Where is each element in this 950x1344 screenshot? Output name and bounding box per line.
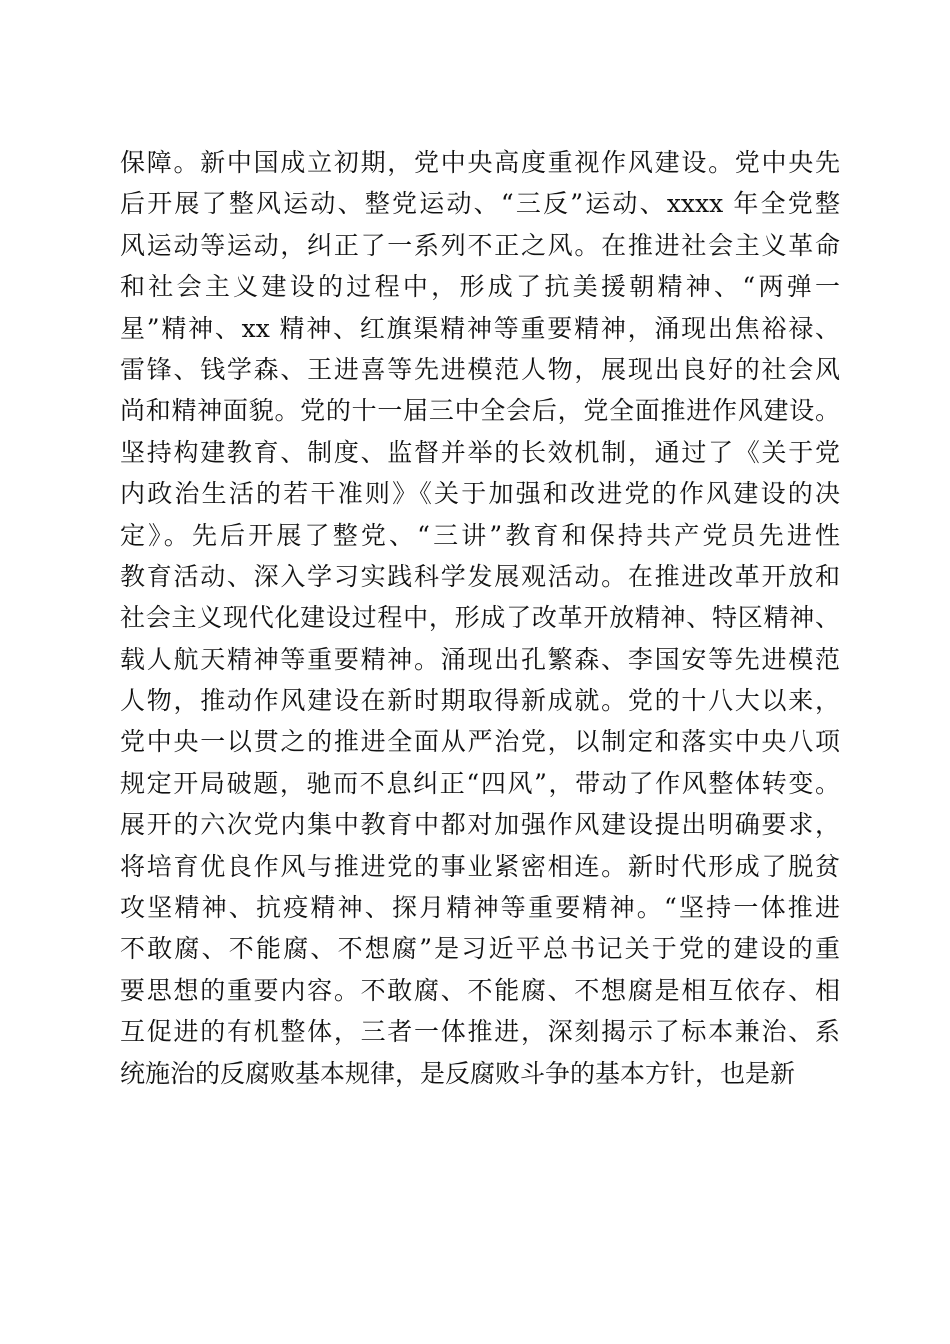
text-line: 党中央一以贯之的推进全面从严治党，以制定和落实中央八项 xyxy=(120,727,840,757)
text-line: 人物，推动作风建设在新时期取得新成就。党的十八大以来， xyxy=(120,686,840,716)
text-line: 定》。先后开展了整党、“三讲”教育和保持共产党员先进性 xyxy=(120,520,840,550)
text-line: 保障。新中国成立初期，党中央高度重视作风建设。党中央先 xyxy=(120,148,840,177)
text-line: 攻坚精神、抗疫精神、探月精神等重要精神。“坚持一体推进 xyxy=(120,893,840,923)
text-line: 载人航天精神等重要精神。涌现出孔繁森、李国安等先进模范 xyxy=(120,644,840,674)
text-line: 要思想的重要内容。不敢腐、不能腐、不想腐是相互依存、相 xyxy=(120,975,840,1005)
text-line: 不敢腐、不能腐、不想腐”是习近平总书记关于党的建设的重 xyxy=(120,934,840,964)
text-line: 雷锋、钱学森、王进喜等先进模范人物，展现出良好的社会风 xyxy=(120,354,840,384)
text-line: 教育活动、深入学习实践科学发展观活动。在推进改革开放和 xyxy=(120,561,840,591)
text-line: 社会主义现代化建设过程中，形成了改革开放精神、特区精神、 xyxy=(120,603,840,633)
text-line: 尚和精神面貌。党的十一届三中全会后，党全面推进作风建设。 xyxy=(120,396,840,426)
text-line: 内政治生活的若干准则》《关于加强和改进党的作风建设的决 xyxy=(120,479,840,509)
text-line: 坚持构建教育、制度、监督并举的长效机制，通过了《关于党 xyxy=(120,437,840,467)
text-line: 后开展了整风运动、整党运动、“三反”运动、xxxx 年全党整 xyxy=(120,189,840,219)
text-line: 将培育优良作风与推进党的事业紧密相连。新时代形成了脱贫 xyxy=(120,851,840,881)
text-line: 星”精神、xx 精神、红旗渠精神等重要精神，涌现出焦裕禄、 xyxy=(120,313,840,343)
text-line: 互促进的有机整体，三者一体推进，深刻揭示了标本兼治、系 xyxy=(120,1017,840,1047)
text-line: 统施治的反腐败基本规律，是反腐败斗争的基本方针，也是新 xyxy=(120,1058,796,1088)
text-line: 和社会主义建设的过程中，形成了抗美援朝精神、“两弹一 xyxy=(120,272,840,302)
text-line: 规定开局破题，驰而不息纠正“四风”，带动了作风整体转变。 xyxy=(120,768,840,798)
text-line: 展开的六次党内集中教育中都对加强作风建设提出明确要求， xyxy=(120,810,840,840)
text-line: 风运动等运动，纠正了一系列不正之风。在推进社会主义革命 xyxy=(120,230,840,260)
body-text xyxy=(120,142,840,1094)
